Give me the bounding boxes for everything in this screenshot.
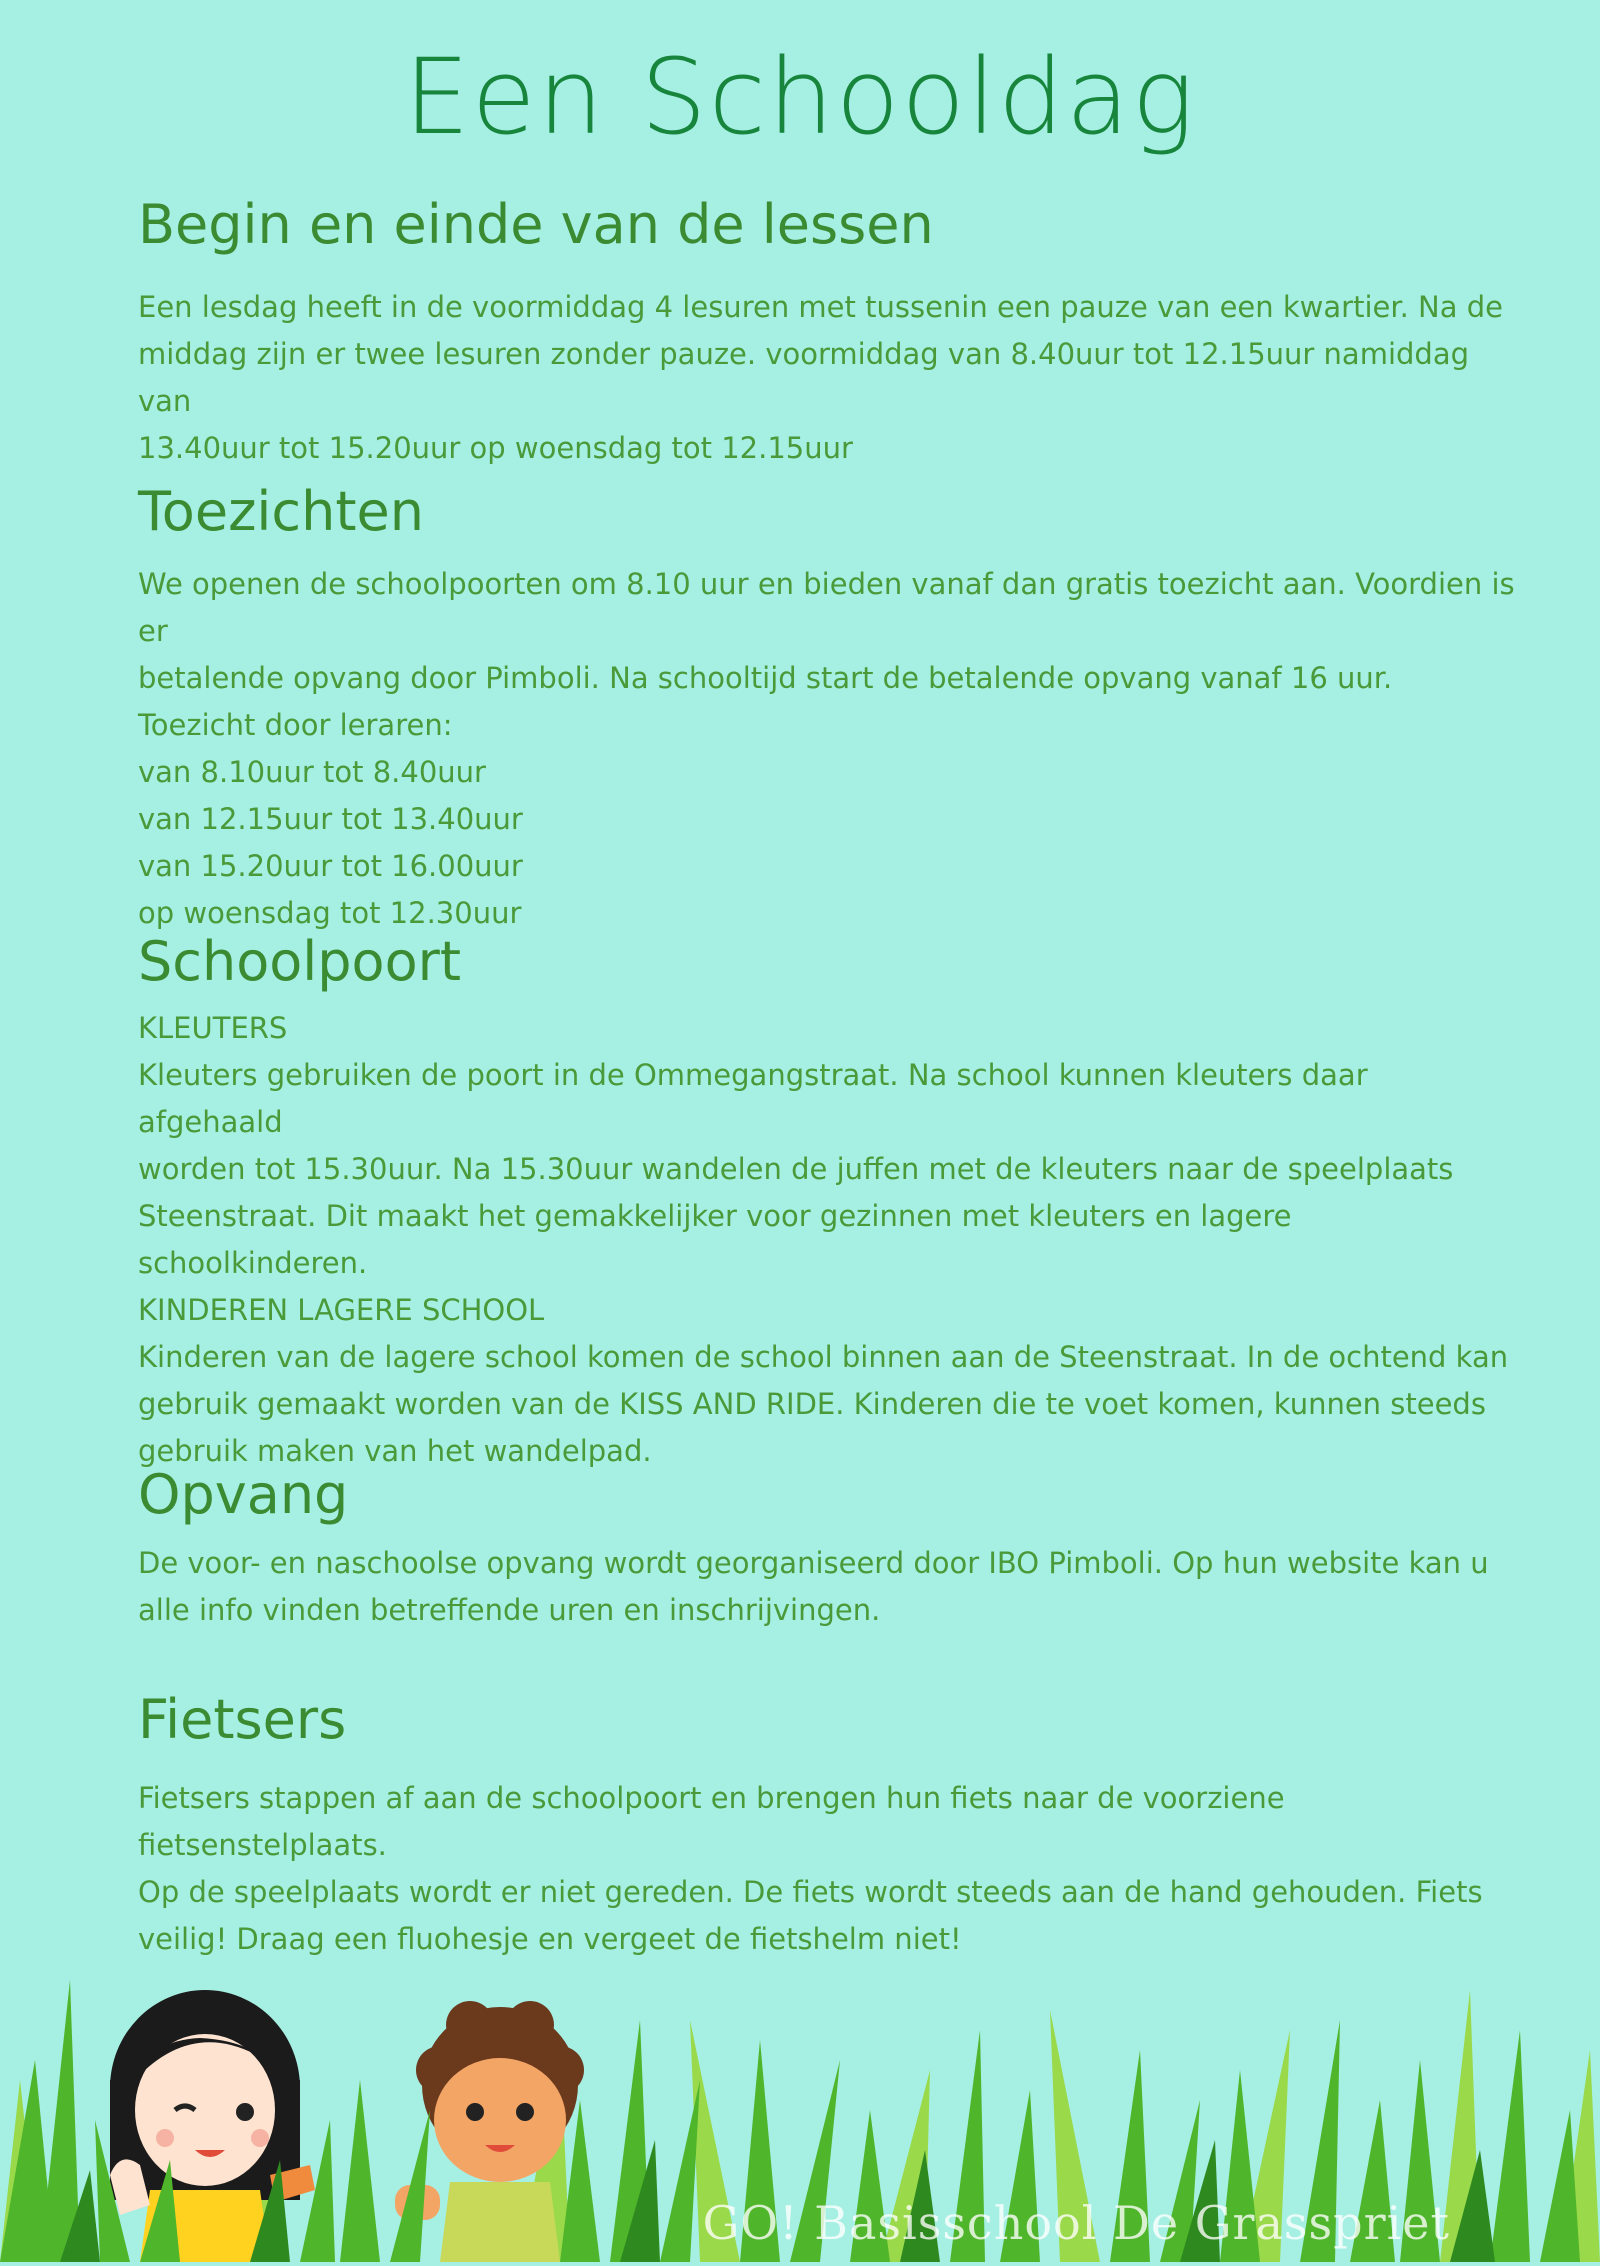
section-school-gate	[138, 932, 1518, 1475]
text-line: 13.40uur tot 15.20uur op woensdag tot 12.15uur	[138, 431, 853, 466]
text-line: We openen de schoolpoorten om 8.10 uur en bieden vanaf dan gratis toezicht aan. Voordien is er	[138, 567, 1515, 649]
text-line: worden tot 15.30uur. Na 15.30uur wandelen de juffen met de kleuters naar de speelplaats	[138, 1152, 1454, 1187]
text-line: Fietsers stappen af aan de schoolpoort en brengen hun fiets naar de voorziene fietsenstelplaats.	[138, 1781, 1285, 1863]
text-line: betalende opvang door Pimboli. Na schooltijd start de betalende opvang vanaf 16 uur.	[138, 661, 1393, 696]
section-body	[138, 284, 1518, 472]
text-line: gebruik gemaakt worden van de KISS AND RIDE. Kinderen die te voet komen, kunnen steeds	[138, 1387, 1486, 1422]
text-line: Steenstraat. Dit maakt het gemakkelijker voor gezinnen met kleuters en lagere schoolkinderen.	[138, 1199, 1292, 1281]
grass-footer	[0, 1960, 1600, 2262]
time-slot: van 8.10uur tot 8.40uur	[138, 755, 486, 790]
section-heading: Toezichten	[138, 480, 424, 543]
school-brand-name: GO! Basisschool De Grasspriet	[702, 2196, 1450, 2250]
subheading-kleuters: KLEUTERS	[138, 1011, 288, 1046]
section-heading: Opvang	[138, 1463, 349, 1526]
section-heading: Fietsers	[138, 1688, 347, 1751]
section-childcare	[138, 1465, 1518, 1634]
text-line: Toezicht door leraren:	[138, 708, 453, 743]
subheading-lagere-school: KINDEREN LAGERE SCHOOL	[138, 1293, 545, 1328]
page-title: Een Schooldag	[403, 36, 1197, 158]
text-line: Op de speelplaats wordt er niet gereden. De fiets wordt steeds aan de hand gehouden. Fiets	[138, 1875, 1483, 1910]
section-heading: Schoolpoort	[138, 930, 461, 993]
time-slot: van 12.15uur tot 13.40uur	[138, 802, 523, 837]
section-body	[138, 561, 1518, 937]
section-body	[138, 1775, 1518, 1963]
time-slot: op woensdag tot 12.30uur	[138, 896, 522, 931]
section-cyclists	[138, 1690, 1518, 1963]
text-line: middag zijn er twee lesuren zonder pauze. voormiddag van 8.40uur tot 12.15uur namiddag van	[138, 337, 1469, 419]
text-line: alle info vinden betreffende uren en inschrijvingen.	[138, 1593, 881, 1628]
text-line: Een lesdag heeft in de voormiddag 4 lesuren met tussenin een pauze van een kwartier. Na de	[138, 290, 1503, 325]
text-line: Kinderen van de lagere school komen de school binnen aan de Steenstraat. In de ochtend kan	[138, 1340, 1509, 1375]
text-line: veilig! Draag een fluohesje en vergeet de fietshelm niet!	[138, 1922, 962, 1957]
text-line: Kleuters gebruiken de poort in de Ommegangstraat. Na school kunnen kleuters daar afgehaald	[138, 1058, 1368, 1140]
text-line: gebruik maken van het wandelpad.	[138, 1434, 652, 1469]
section-supervision	[138, 482, 1518, 937]
section-heading: Begin en einde van de lessen	[138, 193, 934, 256]
text-line: De voor- en naschoolse opvang wordt georganiseerd door IBO Pimboli. Op hun website kan u	[138, 1546, 1489, 1581]
section-body	[138, 1540, 1518, 1634]
section-lesson-times	[138, 195, 1518, 472]
section-body	[138, 1005, 1518, 1475]
time-slot: van 15.20uur tot 16.00uur	[138, 849, 523, 884]
